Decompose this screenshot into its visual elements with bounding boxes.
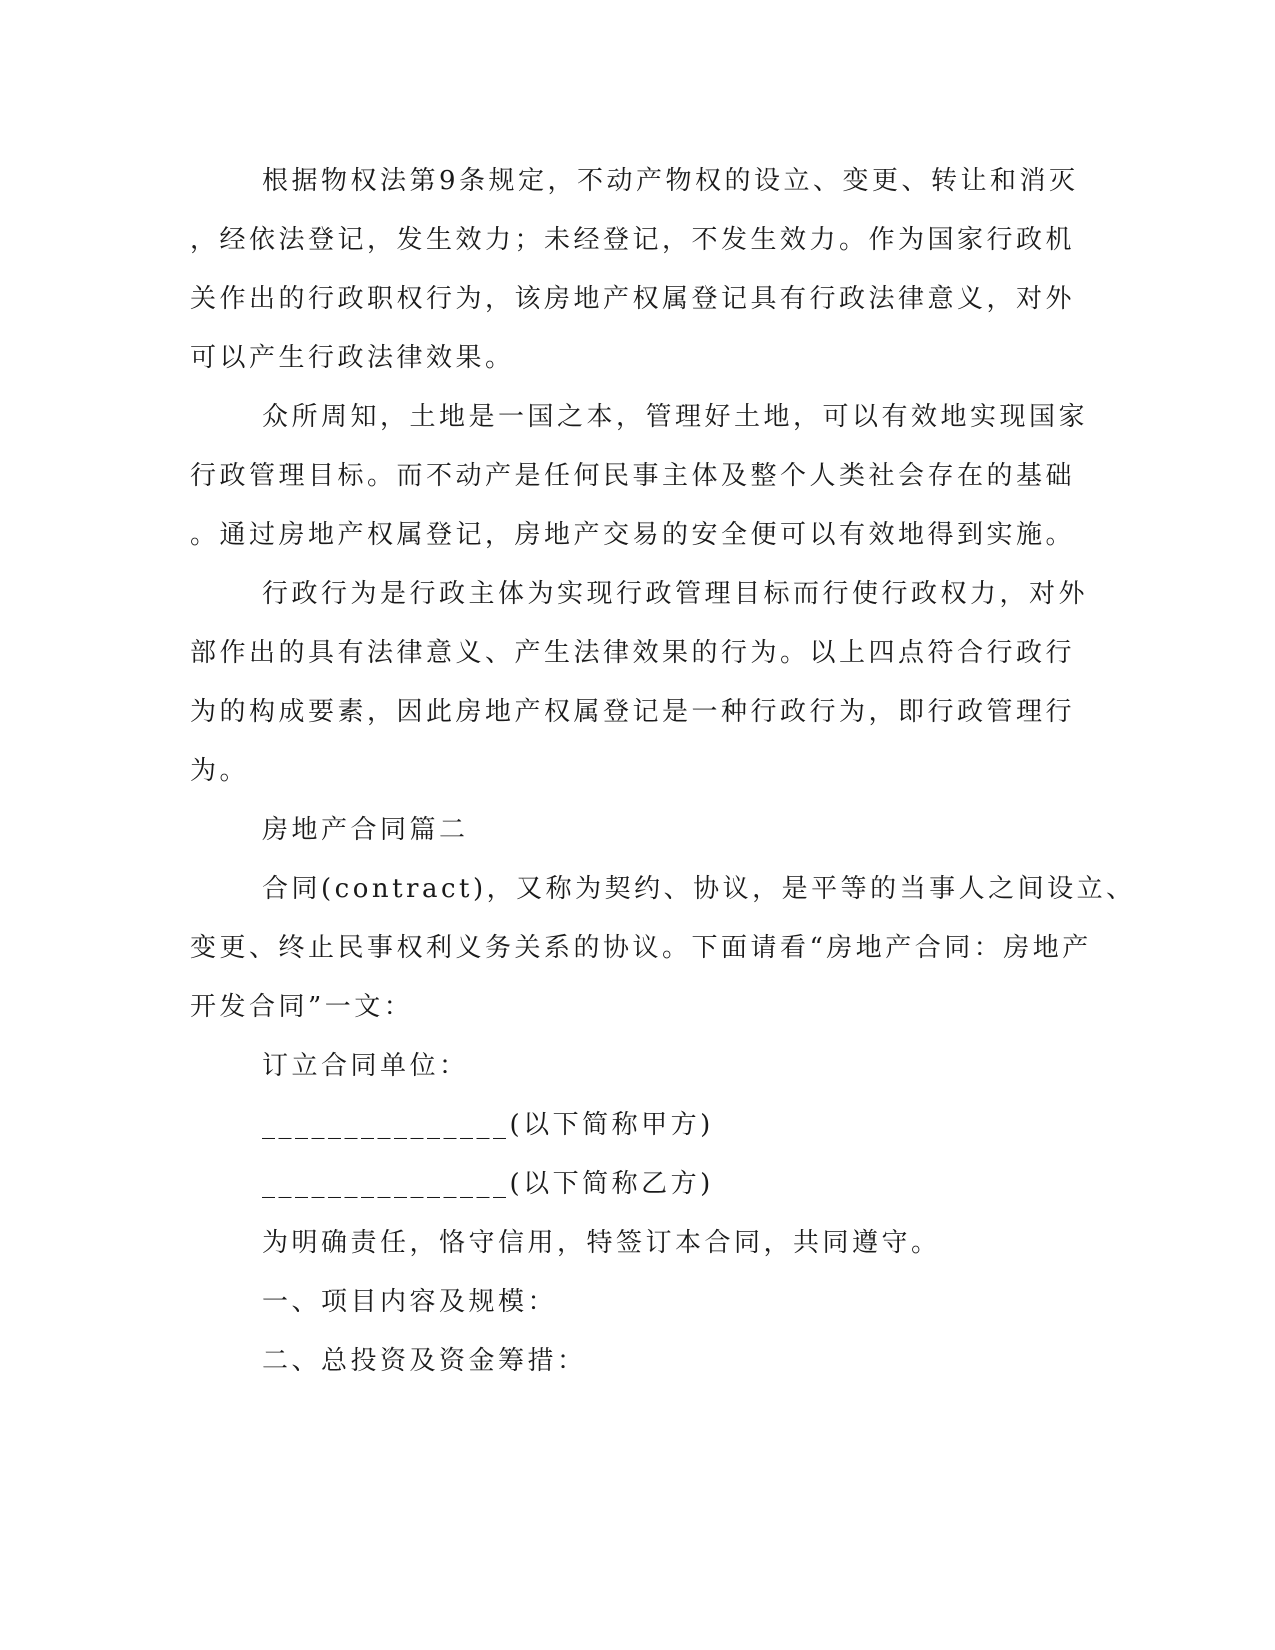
- paragraph-1-line-1: 根据物权法第9条规定，不动产物权的设立、变更、转让和消灭: [262, 166, 1079, 196]
- clause-1-heading: 一、项目内容及规模：: [262, 1287, 558, 1317]
- paragraph-2-line-3: 。通过房地产权属登记，房地产交易的安全便可以有效地得到实施。: [190, 520, 1076, 550]
- paragraph-4-line-1: 合同(contract)，又称为契约、协议，是平等的当事人之间设立、: [262, 874, 1136, 904]
- paragraph-3-line-3: 为的构成要素，因此房地产权属登记是一种行政行为，即行政管理行: [190, 697, 1076, 727]
- section-heading: 房地产合同篇二: [262, 815, 469, 845]
- paragraph-4-line-2: 变更、终止民事权利义务关系的协议。下面请看“房地产合同：房地产: [190, 933, 1092, 963]
- paragraph-3-line-4: 为。: [190, 756, 250, 786]
- party-b-line: _______________(以下简称乙方): [262, 1169, 714, 1199]
- contract-parties-label: 订立合同单位：: [262, 1051, 469, 1081]
- paragraph-4-line-3: 开发合同”一文：: [190, 992, 414, 1022]
- contract-purpose: 为明确责任，恪守信用，特签订本合同，共同遵守。: [262, 1228, 941, 1258]
- party-a-line: _______________(以下简称甲方): [262, 1110, 714, 1140]
- paragraph-2-line-2: 行政管理目标。而不动产是任何民事主体及整个人类社会存在的基础: [190, 461, 1076, 491]
- paragraph-1-line-4: 可以产生行政法律效果。: [190, 343, 515, 373]
- paragraph-1-line-3: 关作出的行政职权行为，该房地产权属登记具有行政法律意义，对外: [190, 284, 1076, 314]
- paragraph-3-line-2: 部作出的具有法律意义、产生法律效果的行为。以上四点符合行政行: [190, 638, 1076, 668]
- paragraph-1-line-2: ，经依法登记，发生效力；未经登记，不发生效力。作为国家行政机: [190, 225, 1076, 255]
- paragraph-2-line-1: 众所周知，土地是一国之本，管理好土地，可以有效地实现国家: [262, 402, 1089, 432]
- clause-2-heading: 二、总投资及资金筹措：: [262, 1346, 587, 1376]
- paragraph-3-line-1: 行政行为是行政主体为实现行政管理目标而行使行政权力，对外: [262, 579, 1089, 609]
